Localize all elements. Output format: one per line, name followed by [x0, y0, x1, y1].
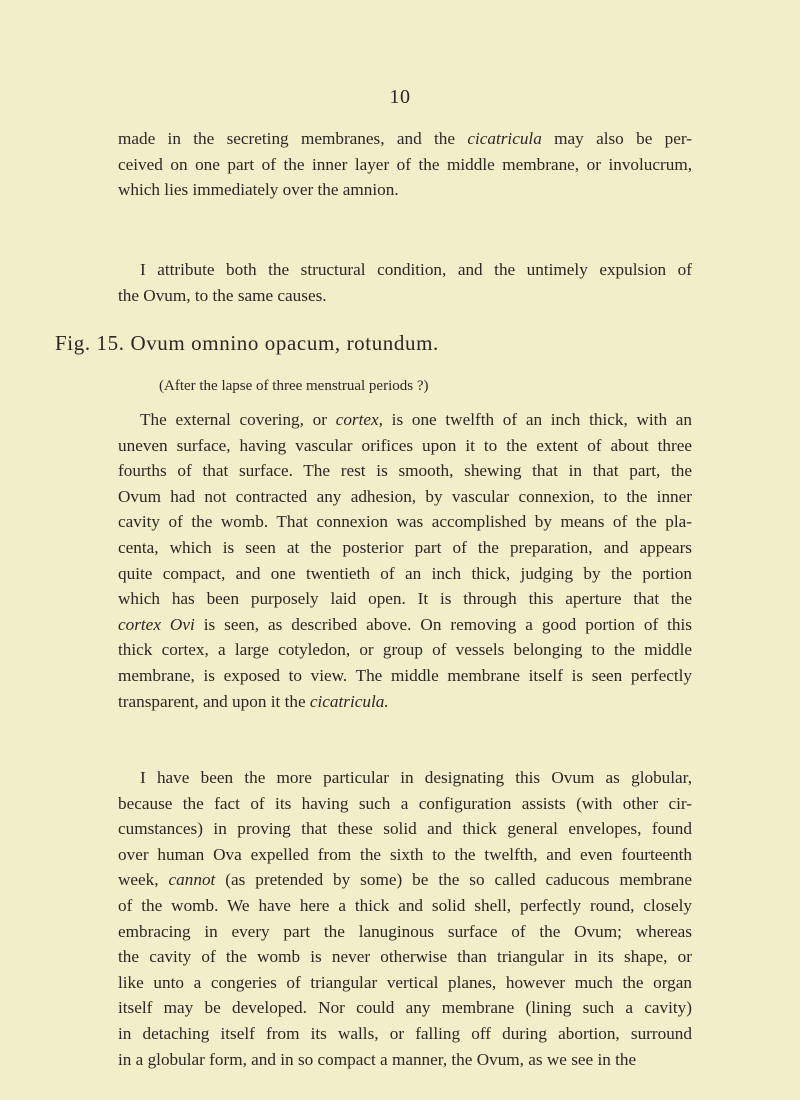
text-line [118, 407, 692, 433]
text-run: made in the secreting membranes, and the [118, 129, 468, 148]
text-run: of the womb. We have here a thick and solid shell, perfectly round, closely [118, 895, 692, 915]
text-line [118, 944, 692, 970]
figure-subtitle: (After the lapse of three menstrual periods ?) [159, 378, 429, 394]
text-line [118, 509, 692, 535]
text-run: thick cortex, a large cotyledon, or group of vessels belonging to the middle [118, 640, 692, 660]
text-run: over human Ova expelled from the sixth to the twelfth, and even fourteenth [118, 844, 692, 864]
text-run: like unto a congeries of triangular vertical planes, however much the organ [118, 972, 692, 992]
text-run: I attribute both the structural condition, and the untimely expulsion of [140, 260, 692, 279]
text-run: Ovum had not contracted any adhesion, by vascular connexion, to the inner [118, 486, 692, 506]
text-run: centa, which is seen at the posterior part of the preparation, and appears [118, 537, 692, 557]
italic-term: cannot [168, 870, 216, 890]
text-line [118, 257, 692, 283]
italic-term: cortex, [335, 410, 383, 429]
text-run: ceived on one part of the inner layer of the middle membrane, or involucrum, [118, 154, 692, 174]
paragraph-1 [118, 126, 692, 203]
italic-term: cicatricula [467, 129, 542, 148]
paragraph-3 [118, 407, 692, 714]
text-line [118, 816, 692, 842]
italic-term: cicatricula. [309, 691, 389, 711]
text-line [118, 791, 692, 817]
text-line [118, 126, 692, 152]
page-number: 10 [389, 86, 411, 108]
text-run: which has been purposely laid open. It is through this aperture that the [118, 589, 692, 609]
text-run: is one twelfth of an inch thick, with an [382, 410, 692, 429]
text-line [118, 484, 692, 510]
text-run: transparent, and upon it the [118, 691, 310, 711]
text-run: cumstances) in proving that these solid and thick general envelopes, found [118, 819, 692, 839]
text-line [118, 433, 692, 459]
text-run: may also be per- [541, 129, 692, 148]
text-line [118, 689, 692, 715]
text-run: quite compact, and one twentieth of an inch thick, judging by the portion [118, 563, 692, 583]
text-line [118, 152, 692, 178]
text-line [118, 283, 692, 309]
text-run: fourths of that surface. The rest is smooth, shewing that in that part, the [118, 461, 692, 481]
text-run: The external covering, or [140, 410, 336, 429]
text-run: cavity of the womb. That connexion was accomplished by means of the pla- [118, 512, 692, 532]
text-run: is seen, as described above. On removing a good portion of this [194, 614, 692, 634]
text-line [118, 1021, 692, 1047]
text-run: in detaching itself from its walls, or falling off during abortion, surround [118, 1023, 692, 1043]
text-line [118, 765, 692, 791]
text-run: because the fact of its having such a configuration assists (with other cir- [118, 793, 692, 813]
figure-title: Ovum omnino opacum, rotundum. [130, 331, 439, 355]
text-run: which lies immediately over the amnion. [118, 180, 399, 200]
text-line [118, 637, 692, 663]
figure-label: Fig. 15. [55, 331, 125, 355]
paragraph-4 [118, 765, 692, 1072]
text-line [118, 893, 692, 919]
text-line [118, 458, 692, 484]
text-run: embracing in every part the lanuginous surface of the Ovum; whereas [118, 921, 692, 941]
text-run: I have been the more particular in designating this Ovum as globular, [140, 768, 692, 787]
text-run: uneven surface, having vascular orifices upon it to the extent of about three [118, 435, 692, 455]
text-line [118, 1047, 692, 1073]
text-run: membrane, is exposed to view. The middle membrane itself is seen perfectly [118, 665, 692, 685]
text-run: week, [118, 870, 169, 890]
text-run: (as pretended by some) be the so called caducous membrane [215, 870, 692, 890]
italic-term: cortex Ovi [118, 614, 195, 634]
text-line [118, 177, 692, 203]
text-run: itself may be developed. Nor could any membrane (lining such a cavity) [118, 998, 692, 1018]
text-line [118, 842, 692, 868]
text-line [118, 535, 692, 561]
text-line [118, 612, 692, 638]
text-run: the Ovum, to the same causes. [118, 285, 327, 305]
paragraph-2 [118, 257, 692, 308]
text-run: the cavity of the womb is never otherwise than triangular in its shape, or [118, 947, 692, 967]
text-line [118, 995, 692, 1021]
text-line [118, 919, 692, 945]
text-line [118, 586, 692, 612]
text-line [118, 663, 692, 689]
figure-heading [55, 331, 439, 356]
text-line [118, 561, 692, 587]
text-line [118, 867, 692, 893]
text-line [118, 970, 692, 996]
text-run: in a globular form, and in so compact a manner, the Ovum, as we see in the [118, 1049, 637, 1069]
